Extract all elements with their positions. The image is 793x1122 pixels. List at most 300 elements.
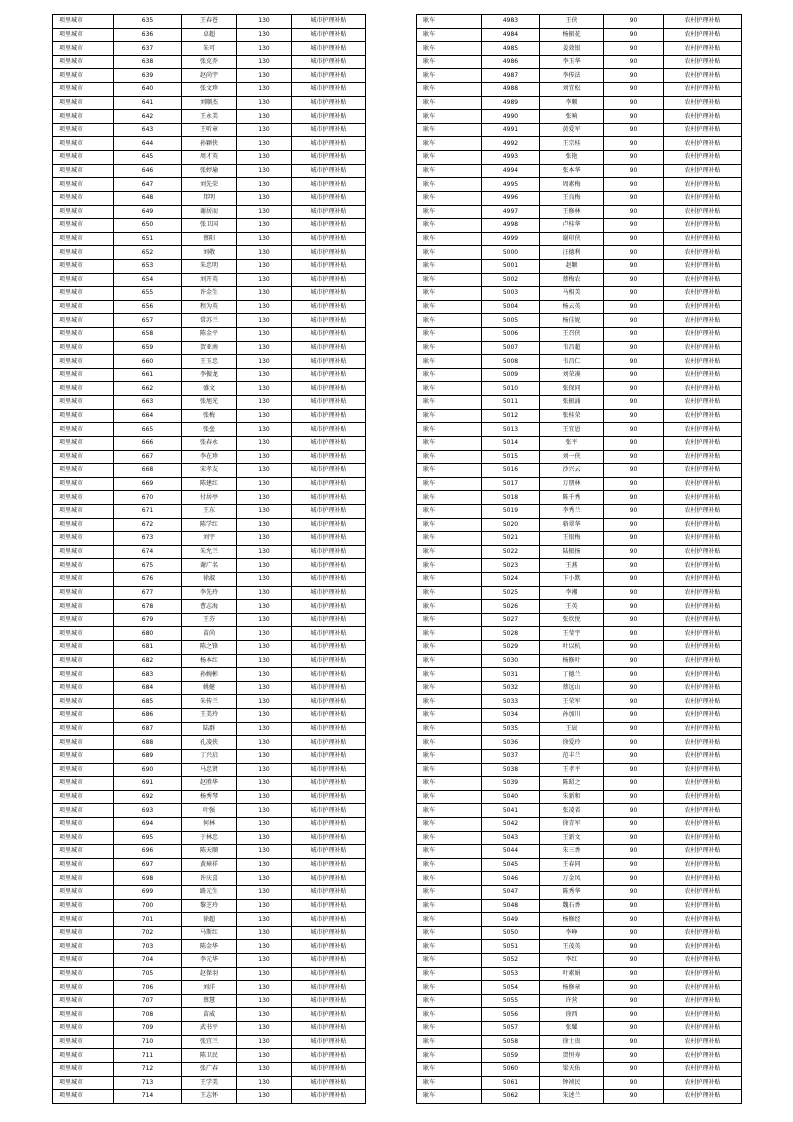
amount-cell: 90 <box>604 1008 664 1022</box>
region-cell: 项里城市 <box>53 69 114 83</box>
serial-cell: 5044 <box>482 845 540 859</box>
name-cell: 谢广名 <box>182 559 237 573</box>
subsidy-table-left-body <box>53 15 366 1104</box>
subsidy-type-cell: 农村护理补贴 <box>664 450 742 464</box>
serial-cell: 5051 <box>482 940 540 954</box>
subsidy-type-cell: 农村护理补贴 <box>664 763 742 777</box>
amount-cell: 130 <box>237 532 292 546</box>
serial-cell: 4988 <box>482 83 540 97</box>
subsidy-type-cell: 城市护理补贴 <box>292 491 366 505</box>
amount-cell: 130 <box>237 545 292 559</box>
region-cell: 项里城市 <box>53 994 114 1008</box>
serial-cell: 5034 <box>482 709 540 723</box>
serial-cell: 708 <box>114 1008 182 1022</box>
table-row <box>53 232 366 246</box>
region-cell: 项里城市 <box>53 831 114 845</box>
region-cell: 耿车 <box>417 368 482 382</box>
region-cell: 耿车 <box>417 899 482 913</box>
table-row <box>53 328 366 342</box>
serial-cell: 5008 <box>482 355 540 369</box>
serial-cell: 5005 <box>482 314 540 328</box>
table-row <box>53 436 366 450</box>
name-cell: 程为英 <box>182 300 237 314</box>
name-cell: 孙加川 <box>540 709 604 723</box>
serial-cell: 5054 <box>482 981 540 995</box>
serial-cell: 5056 <box>482 1008 540 1022</box>
subsidy-type-cell: 农村护理补贴 <box>664 164 742 178</box>
amount-cell: 90 <box>604 110 664 124</box>
table-row <box>417 314 742 328</box>
name-cell: 曹志海 <box>182 600 237 614</box>
serial-cell: 5002 <box>482 273 540 287</box>
subsidy-type-cell: 城市护理补贴 <box>292 695 366 709</box>
name-cell: 付居亭 <box>182 491 237 505</box>
serial-cell: 650 <box>114 219 182 233</box>
name-cell: 许金生 <box>182 287 237 301</box>
amount-cell: 130 <box>237 450 292 464</box>
table-row <box>53 641 366 655</box>
serial-cell: 5060 <box>482 1062 540 1076</box>
serial-cell: 4999 <box>482 232 540 246</box>
name-cell: 王永美 <box>182 110 237 124</box>
serial-cell: 668 <box>114 464 182 478</box>
region-cell: 项里城市 <box>53 151 114 165</box>
table-row <box>53 1049 366 1063</box>
subsidy-type-cell: 城市护理补贴 <box>292 967 366 981</box>
serial-cell: 671 <box>114 504 182 518</box>
name-cell: 王召侠 <box>540 328 604 342</box>
name-cell: 徐淑 <box>182 572 237 586</box>
subsidy-table-right <box>416 14 742 1104</box>
amount-cell: 130 <box>237 436 292 450</box>
amount-cell: 130 <box>237 55 292 69</box>
table-row <box>53 1090 366 1104</box>
serial-cell: 687 <box>114 722 182 736</box>
amount-cell: 130 <box>237 940 292 954</box>
name-cell: 陈卫民 <box>182 1049 237 1063</box>
serial-cell: 691 <box>114 777 182 791</box>
region-cell: 耿车 <box>417 790 482 804</box>
amount-cell: 90 <box>604 831 664 845</box>
serial-cell: 647 <box>114 178 182 192</box>
region-cell: 耿车 <box>417 273 482 287</box>
region-cell: 项里城市 <box>53 1035 114 1049</box>
serial-cell: 677 <box>114 586 182 600</box>
serial-cell: 5055 <box>482 994 540 1008</box>
subsidy-type-cell: 农村护理补贴 <box>664 613 742 627</box>
region-cell: 项里城市 <box>53 300 114 314</box>
subsidy-type-cell: 农村护理补贴 <box>664 464 742 478</box>
serial-cell: 696 <box>114 845 182 859</box>
subsidy-type-cell: 农村护理补贴 <box>664 600 742 614</box>
serial-cell: 5022 <box>482 545 540 559</box>
table-row <box>53 151 366 165</box>
table-row <box>53 464 366 478</box>
table-row <box>53 477 366 491</box>
subsidy-type-cell: 农村护理补贴 <box>664 341 742 355</box>
table-row <box>417 1049 742 1063</box>
table-row <box>53 886 366 900</box>
subsidy-type-cell: 城市护理补贴 <box>292 219 366 233</box>
subsidy-type-cell: 城市护理补贴 <box>292 287 366 301</box>
table-row <box>417 368 742 382</box>
subsidy-type-cell: 农村护理补贴 <box>664 55 742 69</box>
table-row <box>53 899 366 913</box>
region-cell: 耿车 <box>417 15 482 29</box>
region-cell: 项里城市 <box>53 545 114 559</box>
table-row <box>53 300 366 314</box>
table-row <box>53 586 366 600</box>
serial-cell: 695 <box>114 831 182 845</box>
name-cell: 王茂英 <box>540 940 604 954</box>
table-row <box>417 15 742 29</box>
serial-cell: 5000 <box>482 246 540 260</box>
name-cell: 徐超 <box>182 913 237 927</box>
serial-cell: 640 <box>114 83 182 97</box>
table-row <box>53 681 366 695</box>
name-cell: 王银梅 <box>540 532 604 546</box>
subsidy-type-cell: 城市护理补贴 <box>292 151 366 165</box>
amount-cell: 90 <box>604 695 664 709</box>
name-cell: 杨云英 <box>540 300 604 314</box>
amount-cell: 90 <box>604 899 664 913</box>
amount-cell: 90 <box>604 613 664 627</box>
subsidy-type-cell: 农村护理补贴 <box>664 382 742 396</box>
name-cell: 张春永 <box>182 436 237 450</box>
region-cell: 耿车 <box>417 804 482 818</box>
subsidy-type-cell: 农村护理补贴 <box>664 804 742 818</box>
serial-cell: 4998 <box>482 219 540 233</box>
name-cell: 王燕 <box>540 559 604 573</box>
table-row <box>417 287 742 301</box>
subsidy-type-cell: 城市护理补贴 <box>292 504 366 518</box>
serial-cell: 675 <box>114 559 182 573</box>
table-row <box>417 668 742 682</box>
serial-cell: 5052 <box>482 954 540 968</box>
serial-cell: 653 <box>114 259 182 273</box>
table-row <box>53 382 366 396</box>
subsidy-type-cell: 农村护理补贴 <box>664 777 742 791</box>
name-cell: 孙颖侠 <box>182 137 237 151</box>
amount-cell: 130 <box>237 355 292 369</box>
amount-cell: 130 <box>237 749 292 763</box>
name-cell: 王宗桂 <box>540 137 604 151</box>
subsidy-type-cell: 城市护理补贴 <box>292 1035 366 1049</box>
serial-cell: 690 <box>114 763 182 777</box>
subsidy-type-cell: 城市护理补贴 <box>292 518 366 532</box>
name-cell: 武书平 <box>182 1022 237 1036</box>
region-cell: 项里城市 <box>53 409 114 423</box>
amount-cell: 130 <box>237 477 292 491</box>
region-cell: 项里城市 <box>53 287 114 301</box>
region-cell: 耿车 <box>417 151 482 165</box>
amount-cell: 90 <box>604 518 664 532</box>
serial-cell: 711 <box>114 1049 182 1063</box>
name-cell: 赵尚宇 <box>182 69 237 83</box>
region-cell: 项里城市 <box>53 858 114 872</box>
amount-cell: 130 <box>237 695 292 709</box>
table-row <box>53 572 366 586</box>
amount-cell: 130 <box>237 668 292 682</box>
region-cell: 耿车 <box>417 600 482 614</box>
subsidy-type-cell: 农村护理补贴 <box>664 491 742 505</box>
table-row <box>53 83 366 97</box>
name-cell: 刘开英 <box>182 273 237 287</box>
subsidy-type-cell: 农村护理补贴 <box>664 641 742 655</box>
table-row <box>417 110 742 124</box>
serial-cell: 5023 <box>482 559 540 573</box>
subsidy-type-cell: 农村护理补贴 <box>664 178 742 192</box>
subsidy-type-cell: 城市护理补贴 <box>292 69 366 83</box>
name-cell: 李元华 <box>182 954 237 968</box>
table-row <box>417 450 742 464</box>
subsidy-type-cell: 农村护理补贴 <box>664 396 742 410</box>
amount-cell: 90 <box>604 981 664 995</box>
table-row <box>417 273 742 287</box>
region-cell: 耿车 <box>417 722 482 736</box>
amount-cell: 130 <box>237 205 292 219</box>
name-cell: 范丰兰 <box>540 749 604 763</box>
table-row <box>53 695 366 709</box>
table-row <box>417 913 742 927</box>
name-cell: 张旭光 <box>182 396 237 410</box>
region-cell: 耿车 <box>417 246 482 260</box>
serial-cell: 5050 <box>482 926 540 940</box>
region-cell: 耿车 <box>417 341 482 355</box>
region-cell: 项里城市 <box>53 123 114 137</box>
table-row <box>417 926 742 940</box>
amount-cell: 90 <box>604 341 664 355</box>
name-cell: 许营 <box>540 994 604 1008</box>
subsidy-type-cell: 城市护理补贴 <box>292 1049 366 1063</box>
subsidy-type-cell: 城市护理补贴 <box>292 28 366 42</box>
region-cell: 耿车 <box>417 1090 482 1104</box>
subsidy-type-cell: 农村护理补贴 <box>664 545 742 559</box>
amount-cell: 90 <box>604 450 664 464</box>
table-row <box>53 1022 366 1036</box>
subsidy-type-cell: 农村护理补贴 <box>664 259 742 273</box>
name-cell: 周素梅 <box>540 178 604 192</box>
table-row <box>417 777 742 791</box>
name-cell: 陈天顺 <box>182 845 237 859</box>
table-row <box>417 1035 742 1049</box>
region-cell: 项里城市 <box>53 763 114 777</box>
subsidy-type-cell: 城市护理补贴 <box>292 205 366 219</box>
name-cell: 刘顺杰 <box>182 96 237 110</box>
table-row <box>417 586 742 600</box>
amount-cell: 130 <box>237 96 292 110</box>
name-cell: 于林忠 <box>182 831 237 845</box>
amount-cell: 90 <box>604 886 664 900</box>
serial-cell: 5018 <box>482 491 540 505</box>
amount-cell: 90 <box>604 491 664 505</box>
serial-cell: 5003 <box>482 287 540 301</box>
name-cell: 王美玲 <box>182 709 237 723</box>
serial-cell: 659 <box>114 341 182 355</box>
table-row <box>53 287 366 301</box>
serial-cell: 703 <box>114 940 182 954</box>
name-cell: 赵保羽 <box>182 967 237 981</box>
subsidy-type-cell: 农村护理补贴 <box>664 355 742 369</box>
subsidy-type-cell: 农村护理补贴 <box>664 559 742 573</box>
amount-cell: 130 <box>237 845 292 859</box>
name-cell: 姜效银 <box>540 42 604 56</box>
amount-cell: 90 <box>604 355 664 369</box>
amount-cell: 130 <box>237 572 292 586</box>
name-cell: 韦昌仁 <box>540 355 604 369</box>
serial-cell: 663 <box>114 396 182 410</box>
subsidy-type-cell: 农村护理补贴 <box>664 151 742 165</box>
region-cell: 耿车 <box>417 817 482 831</box>
subsidy-type-cell: 城市护理补贴 <box>292 804 366 818</box>
serial-cell: 681 <box>114 641 182 655</box>
amount-cell: 90 <box>604 368 664 382</box>
region-cell: 耿车 <box>417 83 482 97</box>
subsidy-type-cell: 城市护理补贴 <box>292 382 366 396</box>
amount-cell: 90 <box>604 96 664 110</box>
table-row <box>53 559 366 573</box>
serial-cell: 657 <box>114 314 182 328</box>
serial-cell: 5021 <box>482 532 540 546</box>
region-cell: 项里城市 <box>53 423 114 437</box>
subsidy-type-cell: 农村护理补贴 <box>664 205 742 219</box>
region-cell: 耿车 <box>417 749 482 763</box>
region-cell: 项里城市 <box>53 872 114 886</box>
amount-cell: 90 <box>604 164 664 178</box>
amount-cell: 90 <box>604 1090 664 1104</box>
region-cell: 项里城市 <box>53 219 114 233</box>
table-row <box>417 137 742 151</box>
name-cell: 杨本红 <box>182 654 237 668</box>
table-row <box>417 69 742 83</box>
name-cell: 许庆喜 <box>182 872 237 886</box>
subsidy-type-cell: 城市护理补贴 <box>292 790 366 804</box>
region-cell: 耿车 <box>417 69 482 83</box>
name-cell: 刘洋 <box>182 981 237 995</box>
subsidy-type-cell: 城市护理补贴 <box>292 355 366 369</box>
name-cell: 刘一侠 <box>540 450 604 464</box>
region-cell: 耿车 <box>417 1022 482 1036</box>
serial-cell: 701 <box>114 913 182 927</box>
table-row <box>53 1062 366 1076</box>
subsidy-type-cell: 农村护理补贴 <box>664 532 742 546</box>
name-cell: 盛文 <box>182 382 237 396</box>
amount-cell: 90 <box>604 328 664 342</box>
serial-cell: 648 <box>114 191 182 205</box>
subsidy-type-cell: 农村护理补贴 <box>664 709 742 723</box>
amount-cell: 130 <box>237 259 292 273</box>
amount-cell: 90 <box>604 409 664 423</box>
amount-cell: 130 <box>237 763 292 777</box>
amount-cell: 130 <box>237 831 292 845</box>
region-cell: 项里城市 <box>53 586 114 600</box>
name-cell: 王侠 <box>540 15 604 29</box>
name-cell: 卢桂华 <box>540 219 604 233</box>
amount-cell: 90 <box>604 668 664 682</box>
subsidy-type-cell: 农村护理补贴 <box>664 477 742 491</box>
region-cell: 项里城市 <box>53 954 114 968</box>
region-cell: 项里城市 <box>53 1022 114 1036</box>
region-cell: 耿车 <box>417 858 482 872</box>
table-row <box>53 341 366 355</box>
table-row <box>417 749 742 763</box>
subsidy-type-cell: 城市护理补贴 <box>292 123 366 137</box>
amount-cell: 90 <box>604 749 664 763</box>
name-cell: 贺亚南 <box>182 341 237 355</box>
table-row <box>53 110 366 124</box>
subsidy-type-cell: 城市护理补贴 <box>292 164 366 178</box>
region-cell: 项里城市 <box>53 967 114 981</box>
amount-cell: 90 <box>604 504 664 518</box>
table-row <box>53 994 366 1008</box>
name-cell: 徐青军 <box>540 817 604 831</box>
serial-cell: 656 <box>114 300 182 314</box>
table-row <box>417 178 742 192</box>
amount-cell: 90 <box>604 926 664 940</box>
name-cell: 卓超 <box>182 28 237 42</box>
amount-cell: 90 <box>604 1076 664 1090</box>
subsidy-type-cell: 农村护理补贴 <box>664 409 742 423</box>
subsidy-type-cell: 城市护理补贴 <box>292 940 366 954</box>
name-cell: 陈之锋 <box>182 641 237 655</box>
name-cell: 路元生 <box>182 886 237 900</box>
region-cell: 项里城市 <box>53 450 114 464</box>
serial-cell: 4989 <box>482 96 540 110</box>
table-row <box>53 42 366 56</box>
amount-cell: 130 <box>237 164 292 178</box>
amount-cell: 90 <box>604 532 664 546</box>
region-cell: 项里城市 <box>53 981 114 995</box>
name-cell: 丁德兰 <box>540 668 604 682</box>
serial-cell: 5048 <box>482 899 540 913</box>
subsidy-type-cell: 农村护理补贴 <box>664 423 742 437</box>
region-cell: 项里城市 <box>53 518 114 532</box>
subsidy-type-cell: 城市护理补贴 <box>292 15 366 29</box>
name-cell: 张凌省 <box>540 804 604 818</box>
subsidy-type-cell: 农村护理补贴 <box>664 42 742 56</box>
amount-cell: 130 <box>237 613 292 627</box>
subsidy-type-cell: 农村护理补贴 <box>664 668 742 682</box>
serial-cell: 5011 <box>482 396 540 410</box>
name-cell: 叶强 <box>182 804 237 818</box>
amount-cell: 90 <box>604 259 664 273</box>
amount-cell: 90 <box>604 123 664 137</box>
subsidy-type-cell: 农村护理补贴 <box>664 83 742 97</box>
name-cell: 马斯红 <box>182 926 237 940</box>
subsidy-type-cell: 农村护理补贴 <box>664 1049 742 1063</box>
name-cell: 朱可 <box>182 42 237 56</box>
subsidy-type-cell: 城市护理补贴 <box>292 559 366 573</box>
subsidy-type-cell: 城市护理补贴 <box>292 926 366 940</box>
region-cell: 项里城市 <box>53 940 114 954</box>
serial-cell: 5013 <box>482 423 540 437</box>
name-cell: 魏石香 <box>540 899 604 913</box>
region-cell: 项里城市 <box>53 572 114 586</box>
subsidy-type-cell: 城市护理补贴 <box>292 1090 366 1104</box>
table-row <box>53 981 366 995</box>
table-row <box>53 219 366 233</box>
region-cell: 项里城市 <box>53 600 114 614</box>
subsidy-type-cell: 城市护理补贴 <box>292 545 366 559</box>
subsidy-type-cell: 城市护理补贴 <box>292 328 366 342</box>
amount-cell: 130 <box>237 722 292 736</box>
serial-cell: 5053 <box>482 967 540 981</box>
table-row <box>53 613 366 627</box>
name-cell: 李在珍 <box>182 450 237 464</box>
name-cell: 马忠贤 <box>182 763 237 777</box>
name-cell: 陈学红 <box>182 518 237 532</box>
serial-cell: 5059 <box>482 1049 540 1063</box>
